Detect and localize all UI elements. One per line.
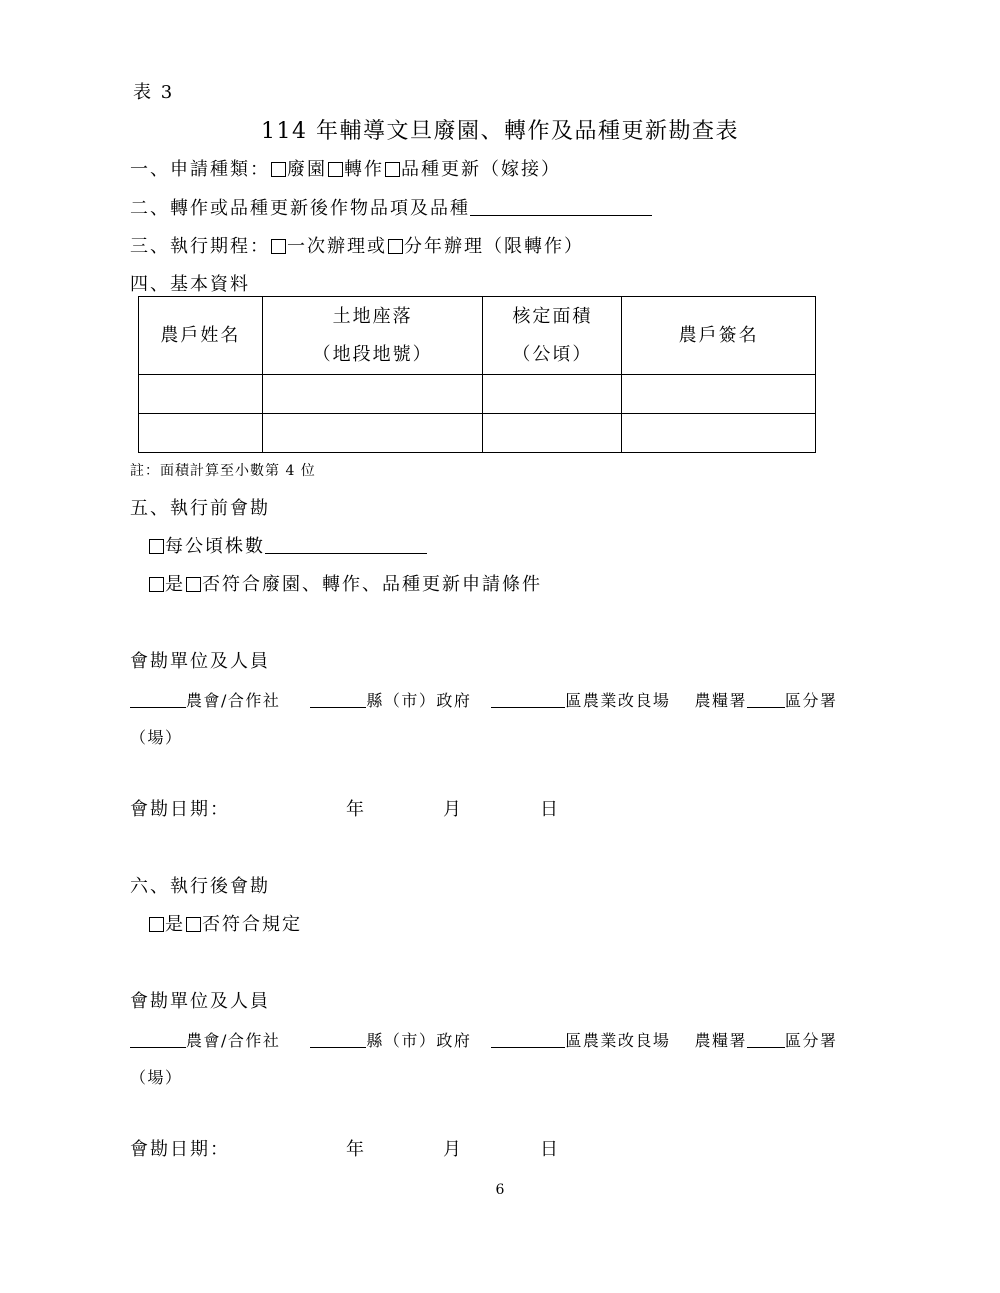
unit-label: 區分署	[784, 1031, 838, 1050]
unit-label: 農會/合作社	[186, 691, 281, 710]
checkbox-variety-renewal[interactable]	[385, 162, 400, 177]
date-day-label: 日	[540, 799, 560, 820]
date-month-label: 月	[443, 799, 463, 820]
farmers-assoc-blank[interactable]	[130, 1033, 186, 1048]
header-signature: 農戶簽名	[622, 297, 816, 375]
basic-info-table	[138, 296, 816, 453]
page-title: 114 年輔導文旦廢園、轉作及品種更新勘查表	[261, 119, 739, 144]
table-number: 表 3	[133, 82, 175, 103]
section-crop-variety	[130, 194, 652, 220]
date-year-label: 年	[346, 799, 366, 820]
date-year-label: 年	[346, 1139, 366, 1160]
section-basic-info: 四、基本資料	[130, 274, 250, 295]
unit-label: 區農業改良場	[565, 691, 671, 710]
checkbox-convert[interactable]	[328, 162, 343, 177]
inspection-date-label: 會勘日期：	[130, 799, 230, 820]
county-gov-blank[interactable]	[310, 693, 366, 708]
district-station-blank[interactable]	[491, 1033, 565, 1048]
inspection-units-label: 會勘單位及人員	[130, 991, 270, 1012]
area-note: 註：面積計算至小數第 4 位	[130, 463, 316, 479]
cell-land-location[interactable]	[262, 414, 483, 453]
cell-approved-area[interactable]	[483, 414, 622, 453]
unit-label: 農糧署	[694, 691, 747, 710]
option-label: 否符合規定	[202, 914, 302, 935]
header-line: （地段地號）	[312, 343, 433, 365]
date-month-label: 月	[443, 1139, 463, 1160]
option-label: 分年辦理（限轉作）	[404, 236, 584, 257]
option-label: 廢園	[287, 159, 327, 180]
inspection-units-line	[130, 1028, 837, 1051]
section-application-type	[130, 155, 561, 181]
inspection-units-line	[130, 688, 837, 711]
unit-label: 區分署	[784, 691, 838, 710]
agency-branch-blank[interactable]	[747, 693, 785, 708]
table-row	[139, 375, 816, 414]
header-line: 土地座落	[332, 305, 413, 327]
checkbox-no[interactable]	[186, 917, 201, 932]
inspection-units-wrap: （場）	[130, 728, 183, 747]
option-label: 否符合廢園、轉作、品種更新申請條件	[202, 574, 542, 595]
pre-inspection-item-eligibility	[148, 570, 542, 596]
option-label: 轉作	[344, 159, 384, 180]
unit-label: 縣（市）政府	[366, 1031, 472, 1050]
unit-label: 區農業改良場	[565, 1031, 671, 1050]
farmers-assoc-blank[interactable]	[130, 693, 186, 708]
table-header-row	[139, 297, 816, 375]
header-approved-area	[483, 297, 622, 375]
option-label: 品種更新（嫁接）	[401, 159, 561, 180]
inspection-units-wrap: （場）	[130, 1068, 183, 1087]
cell-signature[interactable]	[622, 375, 816, 414]
section-label: 一、申請種類：	[130, 159, 270, 180]
district-station-blank[interactable]	[491, 693, 565, 708]
county-gov-blank[interactable]	[310, 1033, 366, 1048]
unit-label: 農會/合作社	[186, 1031, 281, 1050]
header-land-location	[262, 297, 483, 375]
page-number: 6	[495, 1182, 505, 1198]
pre-inspection-item-plants	[148, 532, 427, 558]
checkbox-abandon[interactable]	[271, 162, 286, 177]
cell-land-location[interactable]	[262, 375, 483, 414]
section-post-inspection: 六、執行後會勘	[130, 876, 270, 897]
unit-label: 農糧署	[694, 1031, 747, 1050]
header-line: 核定面積	[512, 305, 593, 327]
option-label: 是	[165, 574, 185, 595]
cell-farmer-name[interactable]	[139, 414, 263, 453]
option-label: 是	[165, 914, 185, 935]
section-pre-inspection: 五、執行前會勘	[130, 498, 270, 519]
crop-variety-blank[interactable]	[470, 197, 652, 216]
unit-label: 縣（市）政府	[366, 691, 472, 710]
header-farmer-name: 農戶姓名	[139, 297, 263, 375]
agency-branch-blank[interactable]	[747, 1033, 785, 1048]
section-schedule	[130, 232, 584, 258]
date-day-label: 日	[540, 1139, 560, 1160]
section-label: 三、執行期程：	[130, 236, 270, 257]
checkbox-one-time[interactable]	[271, 239, 286, 254]
checkbox-yes[interactable]	[149, 577, 164, 592]
cell-farmer-name[interactable]	[139, 375, 263, 414]
inspection-date-label: 會勘日期：	[130, 1139, 230, 1160]
table-row	[139, 414, 816, 453]
option-label: 一次辦理或	[287, 236, 387, 257]
post-inspection-item	[148, 910, 302, 936]
plants-per-hectare-blank[interactable]	[265, 535, 427, 554]
checkbox-no[interactable]	[186, 577, 201, 592]
cell-approved-area[interactable]	[483, 375, 622, 414]
checkbox-multi-year[interactable]	[388, 239, 403, 254]
header-line: （公頃）	[512, 343, 593, 365]
checkbox-plants-per-hectare[interactable]	[149, 539, 164, 554]
inspection-units-label: 會勘單位及人員	[130, 651, 270, 672]
checkbox-yes[interactable]	[149, 917, 164, 932]
cell-signature[interactable]	[622, 414, 816, 453]
section-label: 二、轉作或品種更新後作物品項及品種	[130, 198, 470, 219]
item-label: 每公頃株數	[165, 536, 265, 557]
